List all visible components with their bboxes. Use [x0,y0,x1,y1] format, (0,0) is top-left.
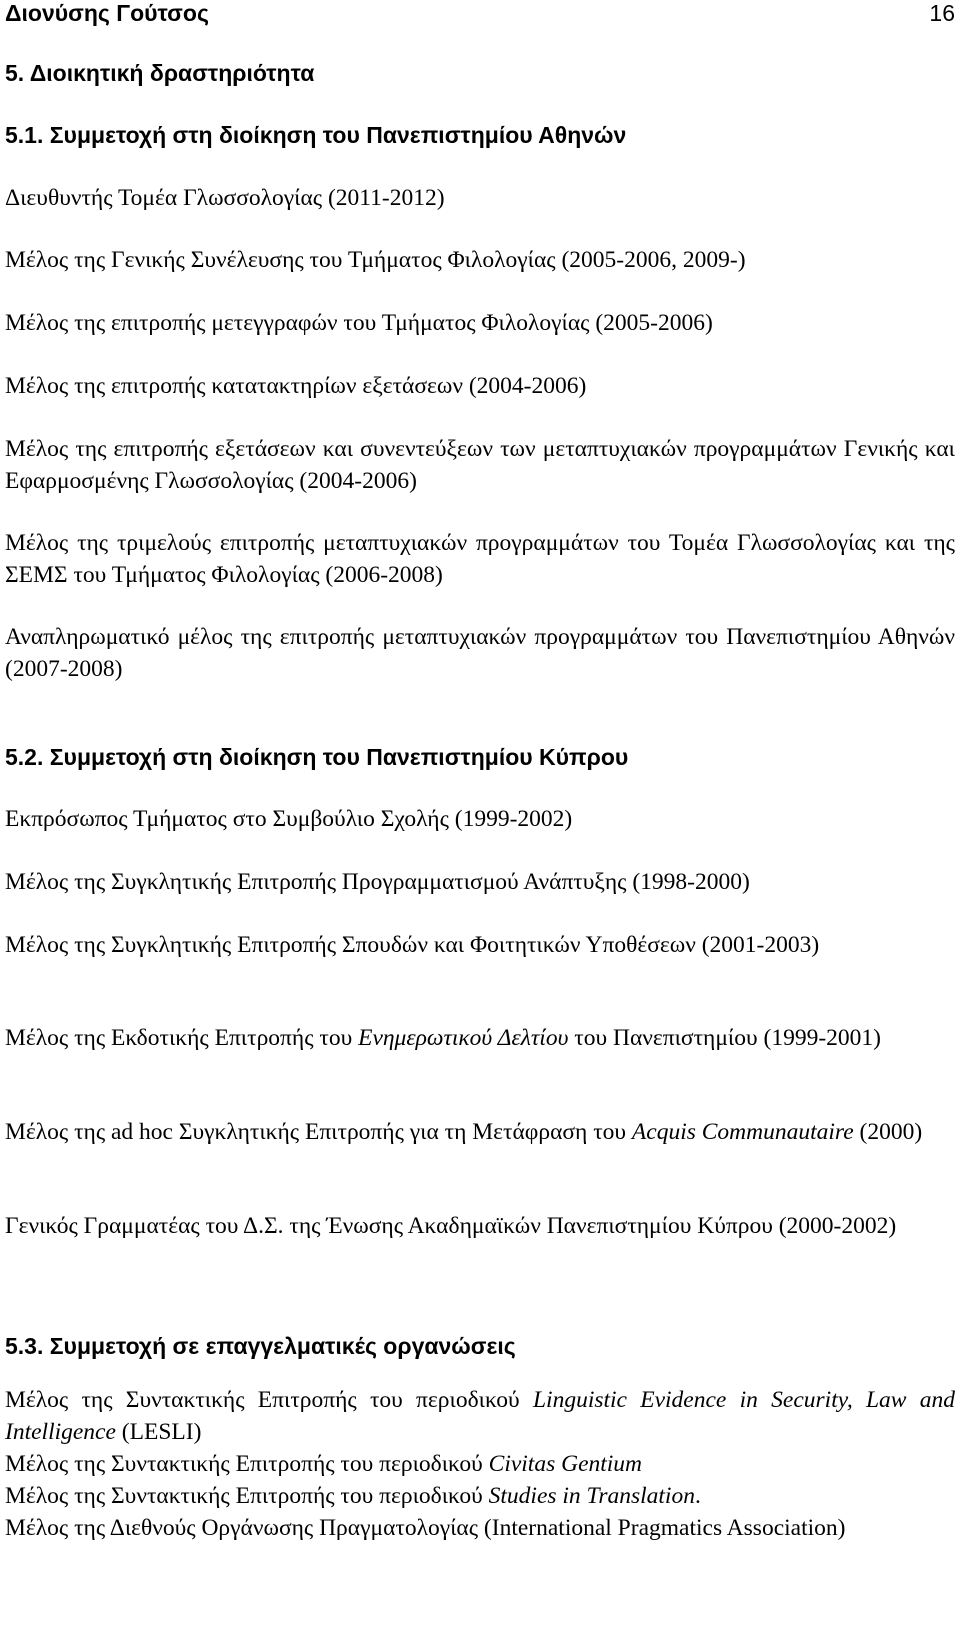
s51-item-1: Διευθυντής Τομέα Γλωσσολογίας (2011-2012) [5,185,445,211]
s53-item-3: Μέλος της Συντακτικής Επιτροπής του περιοδικού Studies in Translation. [5,1483,701,1509]
s51-item-3: Μέλος της επιτροπής μετεγγραφών του Τμήματος Φιλολογίας (2005-2006) [5,310,713,336]
section-5-3-heading: 5.3. Συμμετοχή σε επαγγελματικές οργανώσεις [5,1333,516,1359]
page-header [5,0,955,30]
s53-item-1: Μέλος της Συντακτικής Επιτροπής του περιοδικού Linguistic Evidence in Security, Law and Intelligence (LESLI) [5,1387,955,1445]
section-5-1-heading: 5.1. Συμμετοχή στη διοίκηση του Πανεπιστημίου Αθηνών [5,122,627,148]
s52-item-2: Μέλος της Συγκλητικής Επιτροπής Προγραμματισμού Ανάπτυξης (1998-2000) [5,869,750,895]
s51-item-7: Αναπληρωματικό μέλος της επιτροπής μεταπτυχιακών προγραμμάτων του Πανεπιστημίου Αθηνών (2007-2008) [5,624,955,682]
s52-item-6: Γενικός Γραμματέας του Δ.Σ. της Ένωσης Ακαδημαϊκών Πανεπιστημίου Κύπρου (2000-2002) [5,1213,897,1239]
s53-item-4: Μέλος της Διεθνούς Οργάνωσης Πραγματολογίας (International Pragmatics Association) [5,1515,846,1541]
page-number: 16 [929,0,955,26]
s52-item-4-title: Ενημερωτικού Δελτίου [358,1025,569,1051]
s52-item-5: Μέλος της ad hoc Συγκλητικής Επιτροπής για τη Μετάφραση του Acquis Communautaire (2000) [5,1119,923,1145]
header-author: Διονύσης Γούτσος [5,0,209,26]
section-5-2-heading: 5.2. Συμμετοχή στη διοίκηση του Πανεπιστημίου Κύπρου [5,744,629,770]
s53-item-1-journal: Linguistic Evidence in Security, Law and Intelligence [5,1387,955,1445]
s51-item-4: Μέλος της επιτροπής κατατακτηρίων εξετάσεων (2004-2006) [5,373,587,399]
s52-item-4: Μέλος της Εκδοτικής Επιτροπής του Ενημερωτικού Δελτίου του Πανεπιστημίου (1999-2001) [5,1025,881,1051]
s53-item-2: Μέλος της Συντακτικής Επιτροπής του περιοδικού Civitas Gentium [5,1451,643,1477]
s52-item-3: Μέλος της Συγκλητικής Επιτροπής Σπουδών και Φοιτητικών Υποθέσεων (2001-2003) [5,932,820,958]
s51-item-5: Μέλος της επιτροπής εξετάσεων και συνεντεύξεων των μεταπτυχιακών προγραμμάτων Γενικής και Εφαρμοσμένης Γλωσσολογίας (2004-2006) [5,436,955,494]
s52-item-1: Εκπρόσωπος Τμήματος στο Συμβούλιο Σχολής (1999-2002) [5,806,573,832]
s52-item-5-title: Acquis Communautaire [631,1119,854,1145]
section-5-heading: 5. Διοικητική δραστηριότητα [5,60,315,86]
s53-item-2-journal: Civitas Gentium [488,1451,643,1477]
s51-item-6: Μέλος της τριμελούς επιτροπής μεταπτυχιακών προγραμμάτων του Τομέα Γλωσσολογίας και της ΣΕΜΣ του Τμήματος Φιλολογίας (2006-2008) [5,530,955,588]
s51-item-2: Μέλος της Γενικής Συνέλευσης του Τμήματος Φιλολογίας (2005-2006, 2009-) [5,247,746,273]
s53-item-3-journal: Studies in Translation [488,1483,695,1509]
